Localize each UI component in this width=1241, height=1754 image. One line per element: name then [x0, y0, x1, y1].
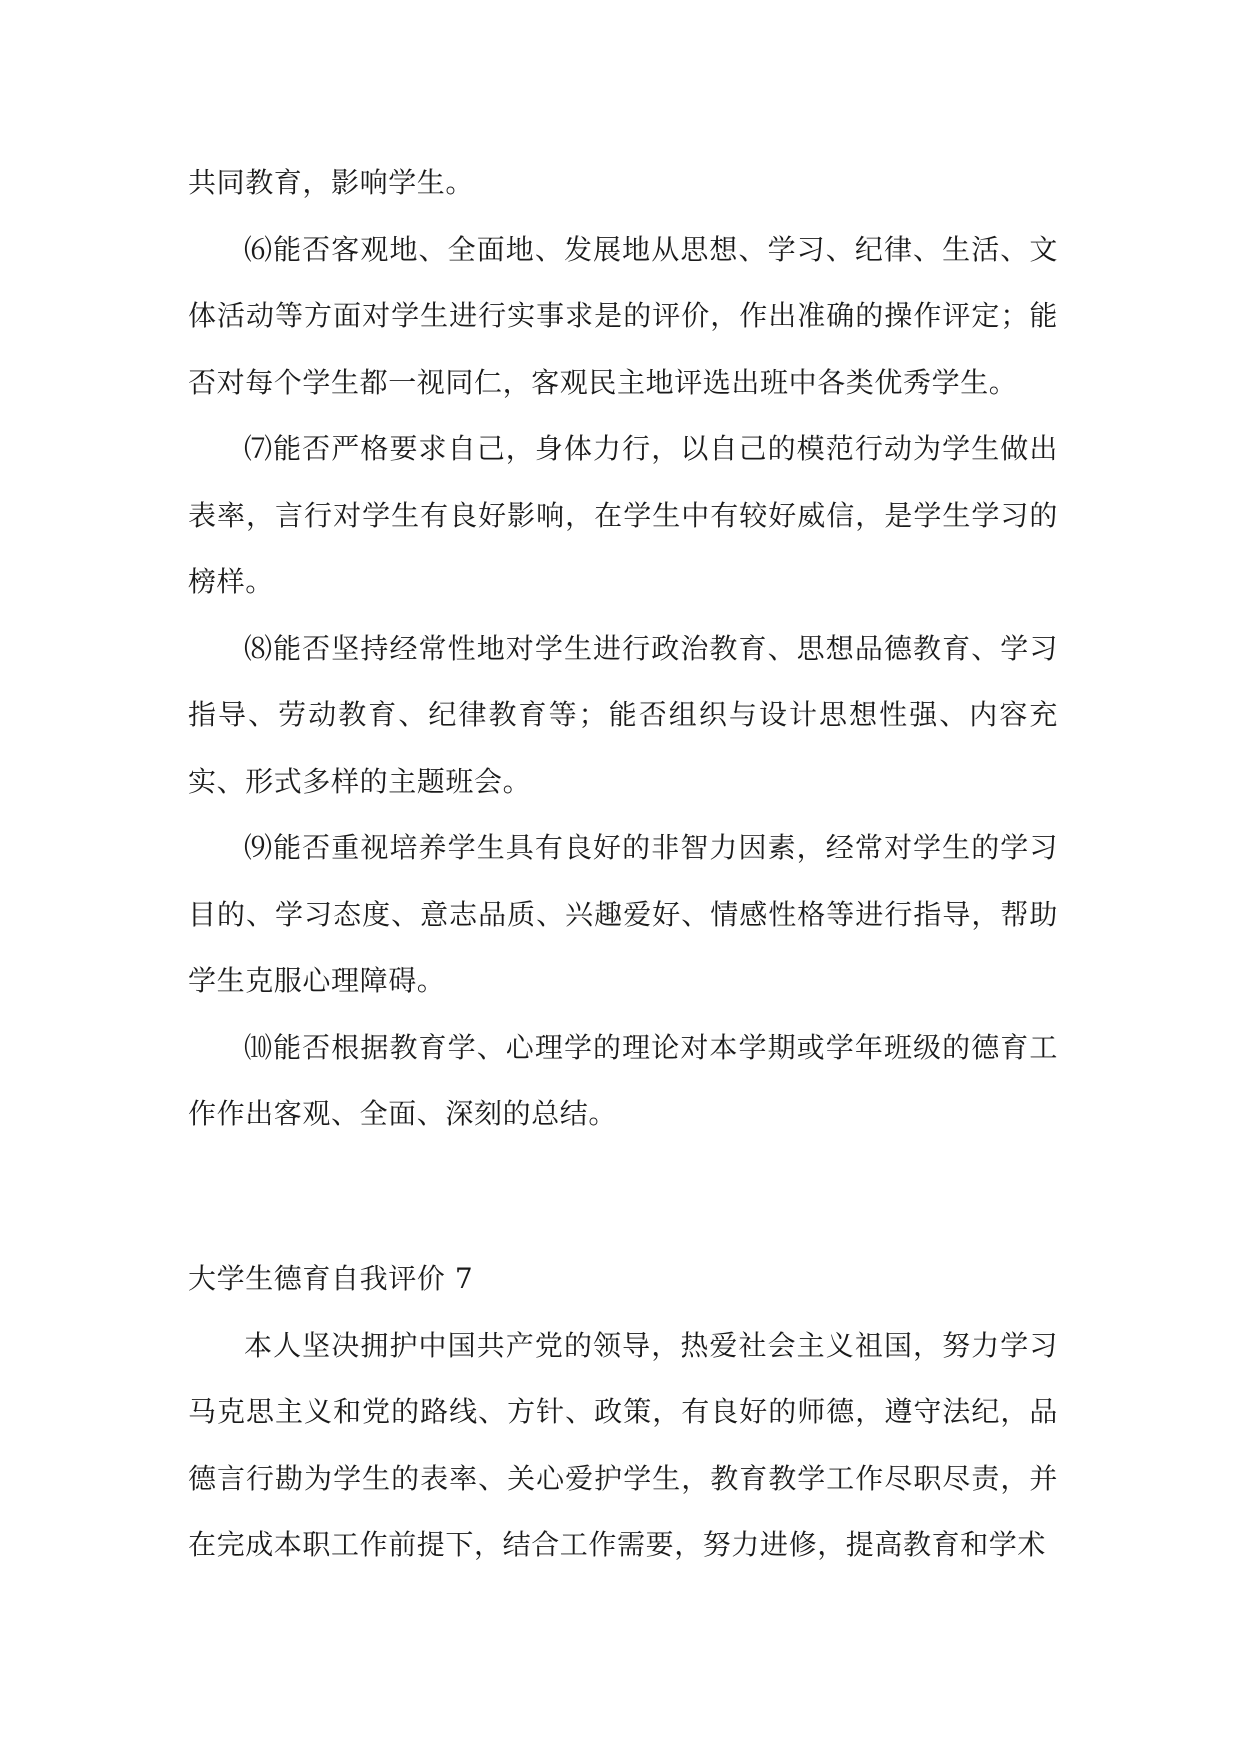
- section-title: 大学生德育自我评价 7: [188, 1262, 474, 1295]
- continuation-paragraph: 共同教育，影响学生。: [188, 166, 475, 199]
- criterion-item-6: ⑹能否客观地、全面地、发展地从思想、学习、纪律、生活、文体活动等方面对学生进行实事求是的评价，作出准确的操作评定；能否对每个学生都一视同仁，客观民主地评选出班中各类优秀学生。: [188, 232, 1058, 399]
- criterion-item-9: ⑼能否重视培养学生具有良好的非智力因素，经常对学生的学习目的、学习态度、意志品质、兴趣爱好、情感性格等进行指导，帮助学生克服心理障碍。: [188, 831, 1058, 997]
- criterion-item-10: ⑽能否根据教育学、心理学的理论对本学期或学年班级的德育工作作出客观、全面、深刻的总结。: [188, 1030, 1058, 1130]
- section-body-paragraph: 本人坚决拥护中国共产党的领导，热爱社会主义祖国，努力学习马克思主义和党的路线、方针、政策，有良好的师德，遵守法纪，品德言行勘为学生的表率、关心爱护学生，教育教学工作尽职尽责，并在完成本职工作前提下，结合工作需要，努力进修，提高教育和学术: [188, 1328, 1058, 1561]
- criterion-item-8: ⑻能否坚持经常性地对学生进行政治教育、思想品德教育、学习指导、劳动教育、纪律教育等；能否组织与设计思想性强、内容充实、形式多样的主题班会。: [188, 631, 1058, 798]
- criterion-item-7: ⑺能否严格要求自己，身体力行，以自己的模范行动为学生做出表率，言行对学生有良好影响，在学生中有较好威信，是学生学习的榜样。: [188, 432, 1058, 598]
- self-evaluation-section: [188, 1246, 1058, 1579]
- criteria-block: [188, 150, 1058, 1148]
